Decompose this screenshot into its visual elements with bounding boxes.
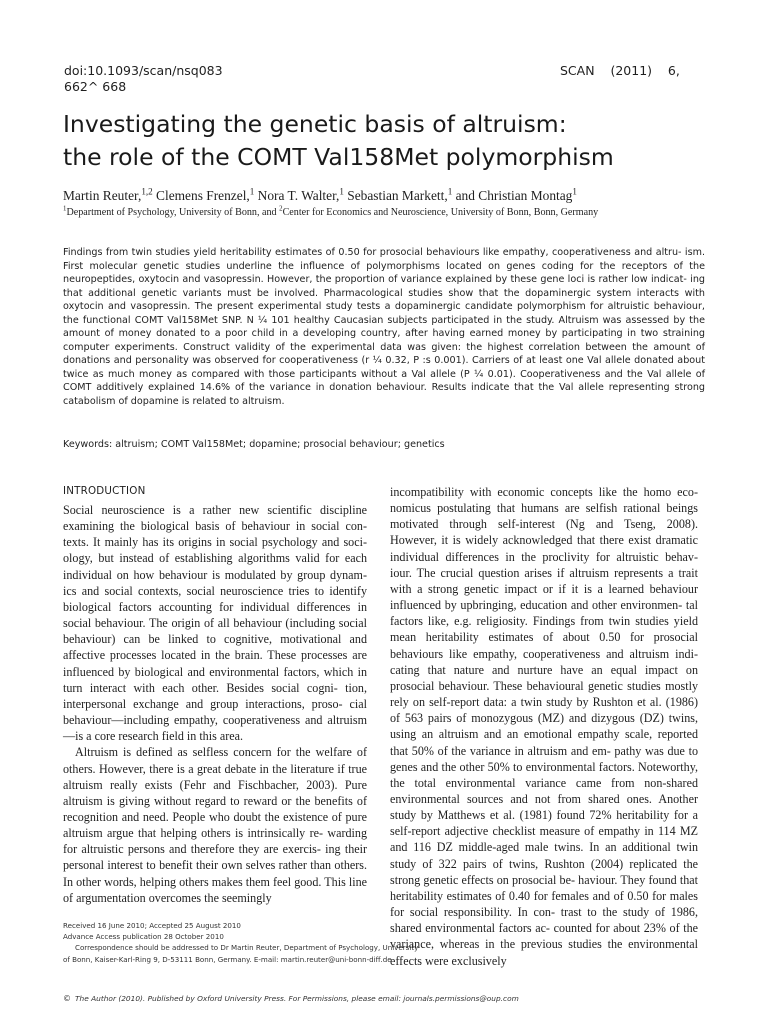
correspondence-address: of Bonn, Kaiser-Karl-Ring 9, D-53111 Bonn, Germany. E-mail: martin.reuter@uni-bonn-diff.de xyxy=(63,954,392,964)
author-name: and Christian Montag xyxy=(452,188,573,203)
author-list xyxy=(63,187,723,205)
title-line-1: Investigating the genetic basis of altruism: xyxy=(63,110,567,138)
affiliation-text: Center for Economics and Neuroscience, University of Bonn, Bonn, Germany xyxy=(282,207,599,218)
article-footnote xyxy=(63,920,419,965)
received-date: Received 16 June 2010; Accepted 25 August 2010 xyxy=(63,921,241,930)
correspondence-line: Correspondence should be addressed to Dr Martin Reuter, Department of Psychology, University xyxy=(75,943,419,953)
journal-citation: SCAN (2011) 6, xyxy=(560,63,680,78)
body-paragraph: Altruism is defined as selfless concern for the welfare of others. However, there is a great debate in the literature if true altruism really exists (Fehr and Fischbacher, 2003). Pure altruism is giving without regard to reward or the benefits of recognition and need. People who doubt the existence of pure altruism argue that helping others is intrinsically re- warding for altruistic persons and therefore they are exercis- ing their personal interest to benefit their own selves rather than others. In other words, helping others makes them feel good. This line of argumentation overcomes the seemingly xyxy=(63,745,367,905)
advance-access-date: Advance Access publication 28 October 2010 xyxy=(63,932,224,942)
body-paragraph: incompatibility with economic concepts like the homo eco- nomicus postulating that humans are selfish rational beings motivated through self-interest (Ng and Tseng, 2008). However, it is widely acknowledged that there exist dramatic individual differences in the proclivity for altruistic behav- iour. The crucial question arises if altruism represents a trait with a strong genetic impact or if it is a learned behaviour influenced by upbringing, education and other environmen- tal factors like, e.g. religiosity. Findings from twin studies yield mean heritability estimates of about 0.50 for prosocial behaviours like empathy, cooperativeness and altruism indi- cating that nature and nurture have an equal impact on prosocial behaviour. These behavioural genetic studies mostly rely on self-report data: a twin study by Rushton et al. (1986) of 563 pairs of monozygous (MZ) and dizygous (DZ) twins, using an altruism and an emotional empathy scale, reported that 50% of the variance in altruism and em- pathy was due to genes and the other 50% to environmental factors. Noteworthy, the total environmental variance came from non-shared environmental sources and not from shared ones. Another study by Matthews et al. (1981) found 72% heritability for a self-report adjective checklist measure of empathy in 114 MZ and 116 DZ middle-aged male twins. In an additional twin study of 322 pairs of twins, Rushton (2004) replicated the strong genetic effects on prosocial be- haviour. They found that heritability estimates of 0.40 for females and of 0.50 for males for social responsibility. In con- trast to the study of 1986, shared environmental factors ac- counted for about 23% of the variance, whereas in the previous studies the environmental effects were exclusively xyxy=(390,485,698,968)
abstract: Findings from twin studies yield heritability estimates of 0.50 for prosocial behaviours like empathy, cooperativeness and altru- ism. First molecular genetic studies underline the influence of polymorphisms located on genes coding for the receptors of the neuropeptides, oxytocin and vasopressin. However, the proportion of variance explained by these gene loci is rather low indicat- ing that additional genetic variants must be involved. Pharmacological studies show that the dopaminergic system interacts with oxytocin and vasopressin. The present experimental study tests a dopaminergic candidate polymorphism for altruistic behaviour, the functional COMT Val158Met SNP. N ¼ 101 healthy Caucasian subjects participated in the study. Altruism was assessed by the amount of money donated to a poor child in a developing country, after having earned money by participating in two straining computer experiments. Construct validity of the experimental data was given: the highest correlation between the amount of donations and personality was observed for cooperativeness (r ¼ 0.32, P :s 0.001). Carriers of at least one Val allele donated about twice as much money as compared with those participants without a Val allele (P ¼ 0.01). Cooperativeness and the Val allele of COMT additively explained 14.6% of the variance in donation behaviour. Results indicate that the Val allele representing strong catabolism of dopamine is related to altruism. xyxy=(63,247,705,408)
keywords: Keywords: altruism; COMT Val158Met; dopamine; prosocial behaviour; genetics xyxy=(63,439,445,450)
article-doi xyxy=(64,63,364,95)
doi-text: doi:10.1093/scan/nsq083 xyxy=(64,63,223,78)
author-affiliation-marker: 1 xyxy=(447,186,453,197)
body-column-left xyxy=(63,484,367,906)
section-heading: INTRODUCTION xyxy=(63,485,146,497)
author-name: Nora T. Walter, xyxy=(254,188,340,203)
author-affiliation-marker: 1 xyxy=(249,186,255,197)
author-affiliation-marker: 1 xyxy=(339,186,344,197)
affiliation-marker: 2 xyxy=(279,205,283,213)
author-name: Clemens Frenzel, xyxy=(152,188,250,203)
author-affiliation-marker: 1,2 xyxy=(141,186,153,197)
title-line-2: the role of the COMT Val158Met polymorphism xyxy=(63,143,614,171)
body-paragraph: Social neuroscience is a rather new scientific discipline examining the biological basis of behaviour in social con- texts. It mainly has its origins in social psychology and soci- ology, but instead of establishing algorithms valid for each individual on how behaviour is modulated by group dynam- ics and social contexts, social neuroscience tries to identify biological factors accounting for individual differences in social behaviour. The origin of all behaviour (including social behaviour) can be linked to cognitive, motivational and affective processes located in the brain. These processes are influenced by biological and environmental factors, which in turn interact with each other. Besides social cogni- tion, interpersonal exchange and group interactions, proso- cial behaviour—including empathy, cooperativeness and altruism—is a core research field in this area. xyxy=(63,503,367,744)
affiliation-marker: 1 xyxy=(63,205,67,213)
author-name: Martin Reuter, xyxy=(63,188,142,203)
author-affiliation-marker: 1 xyxy=(572,186,577,197)
copyright-text: The Author (2010). Published by Oxford University Press. For Permissions, please email: journals.permissions@oup.com xyxy=(75,994,519,1003)
body-column-right xyxy=(390,484,698,969)
affiliation-text: Department of Psychology, University of Bonn, and xyxy=(66,207,280,218)
author-name: Sebastian Markett, xyxy=(343,188,448,203)
affiliations xyxy=(63,206,723,220)
page-range: 662^ 668 xyxy=(64,79,127,94)
copyright-notice xyxy=(63,993,703,1004)
article-title xyxy=(63,108,723,174)
copyright-icon: © xyxy=(63,994,71,1003)
